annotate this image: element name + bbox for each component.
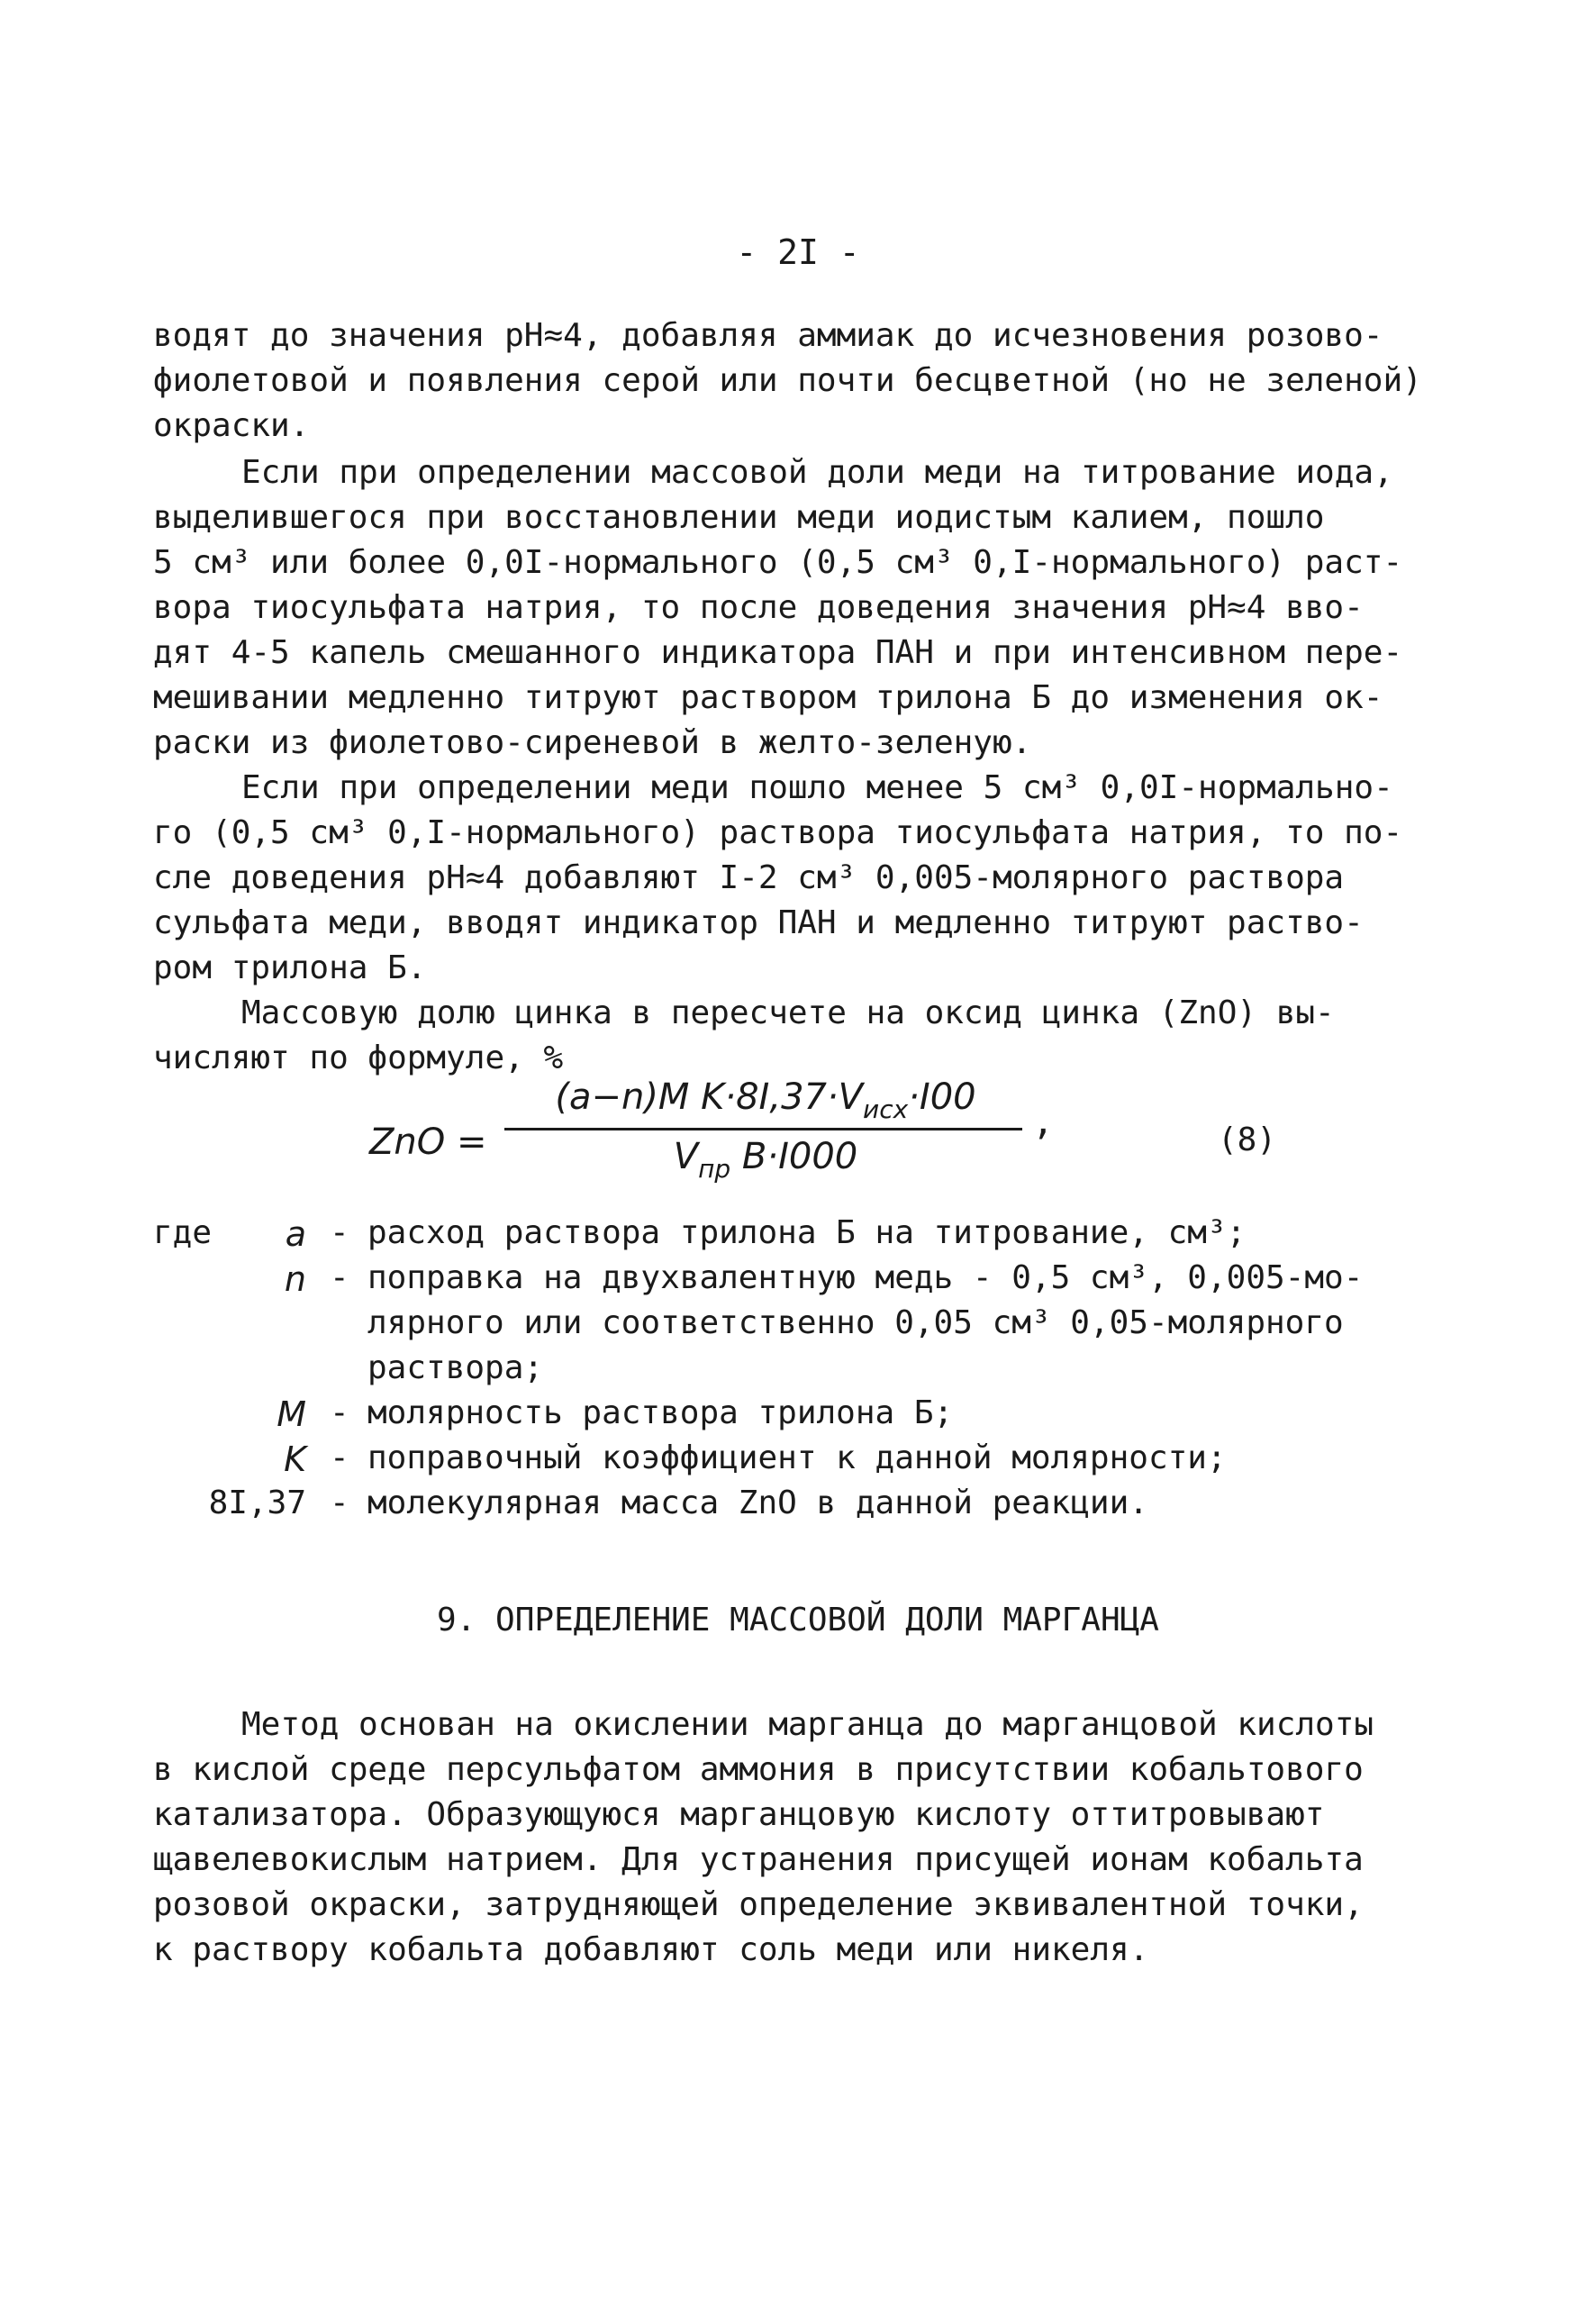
text-line: вора тиосульфата натрия, то после доведения значения pH≈4 вво- [153,589,1364,626]
denominator-main: V [673,1136,699,1177]
definition-text: поправочный коэффициент к данной молярности; [367,1439,1227,1476]
text-line: к раствору кобальта добавляют соль меди или никеля. [153,1931,1149,1968]
definition-dash: - [330,1394,349,1431]
definition-symbol: n [284,1259,306,1299]
definition-row [0,1214,1596,1259]
definition-symbol: K [284,1439,306,1479]
text-line: раски из фиолетово-сиреневой в желто-зеленую. [153,724,1032,761]
definition-row [0,1259,1596,1304]
text-line: ром трилона Б. [153,949,427,986]
text-line: Массовую долю цинка в пересчете на оксид цинка (ZnO) вы- [241,994,1335,1031]
text-line: Метод основан на окислении марганца до марганцовой кислоты [241,1706,1374,1743]
text-line: дят 4-5 капель смешанного индикатора ПАН и при интенсивном пере- [153,634,1403,671]
definition-symbol: 8I,37 [208,1484,306,1521]
paragraph-copper-5cm3 [153,450,1403,766]
formula-lhs: ZnO = [369,1121,487,1163]
definition-text: молекулярная масса ZnO в данной реакции. [367,1484,1148,1521]
definition-dash: - [330,1214,349,1251]
text-line: Если при определении меди пошло менее 5 см³ 0,0I-нормально- [241,769,1393,806]
fraction-bar [504,1128,1022,1130]
denominator-subscript: пр [698,1154,731,1184]
numerator-subscript: исх [863,1094,909,1124]
text-line: Если при определении массовой доли меди на титрование иода, [241,454,1393,491]
formula-numerator [513,1076,1018,1124]
definition-text: лярного или соответственно 0,05 см³ 0,05-молярного [367,1304,1344,1341]
definition-dash: - [330,1484,349,1521]
text-line: сле доведения pH≈4 добавляют I-2 см³ 0,005-молярного раствора [153,859,1345,896]
equation-number: (8) [1218,1121,1277,1158]
text-line: фиолетовой и появления серой или почти бесцветной (но не зеленой) [153,362,1422,399]
denominator-tail: B·I000 [730,1136,858,1177]
definition-symbol: a [285,1214,306,1254]
definition-text: поправка на двухвалентную медь - 0,5 см³, 0,005-мо- [367,1259,1364,1296]
paragraph-continuation [153,313,1422,449]
text-line: катализатора. Образующуюся марганцовую кислоту оттитровывают [153,1796,1325,1833]
definition-text: расход раствора трилона Б на титрование, см³; [367,1214,1247,1251]
definition-row [0,1484,1596,1530]
text-line: водят до значения pH≈4, добавляя аммиак до исчезновения розово- [153,317,1383,354]
definition-row-continuation [0,1349,1596,1394]
numerator-tail: ·I00 [908,1076,976,1118]
paragraph-manganese-method [153,1702,1374,1973]
text-line: го (0,5 см³ 0,I-нормального) раствора тиосульфата натрия, то по- [153,814,1403,851]
text-line: окраски. [153,407,310,444]
formula-denominator [513,1136,1018,1184]
text-line: мешивании медленно титруют раствором трилона Б до изменения ок- [153,679,1383,716]
definition-symbol: M [277,1394,306,1434]
text-line: выделившегося при восстановлении меди иодистым калием, пошло [153,499,1325,536]
definition-text: раствора; [367,1349,544,1386]
definition-row [0,1439,1596,1484]
formula-zno [0,1076,1596,1203]
definition-row-continuation [0,1304,1596,1349]
numerator-main: (a−n)M K·8I,37·V [555,1076,864,1118]
definition-dash: - [330,1259,349,1296]
definition-text: молярность раствора трилона Б; [367,1394,954,1431]
section-heading: 9. ОПРЕДЕЛЕНИЕ МАССОВОЙ ДОЛИ МАРГАНЦА [437,1602,1159,1639]
paragraph-copper-less [153,766,1403,991]
paragraph-zinc-formula-intro [153,991,1342,1081]
definition-row [0,1394,1596,1439]
text-line: щавелевокислым натрием. Для устранения присущей ионам кобальта [153,1841,1364,1878]
text-line: сульфата меди, вводят индикатор ПАН и медленно титруют раство- [153,904,1364,941]
definitions-list [0,1214,1596,1530]
text-line: 5 см³ или более 0,0I-нормального (0,5 см³ 0,I-нормального) раст- [153,544,1403,581]
definition-dash: - [330,1439,349,1476]
formula-comma: , [1032,1102,1055,1143]
where-label: где [153,1214,213,1251]
text-line: в кислой среде персульфатом аммония в присутствии кобальтового [153,1751,1364,1788]
text-line: числяют по формуле, % [153,1040,564,1076]
text-line: розовой окраски, затрудняющей определение эквивалентной точки, [153,1886,1364,1923]
page-number: - 2I - [736,232,860,272]
